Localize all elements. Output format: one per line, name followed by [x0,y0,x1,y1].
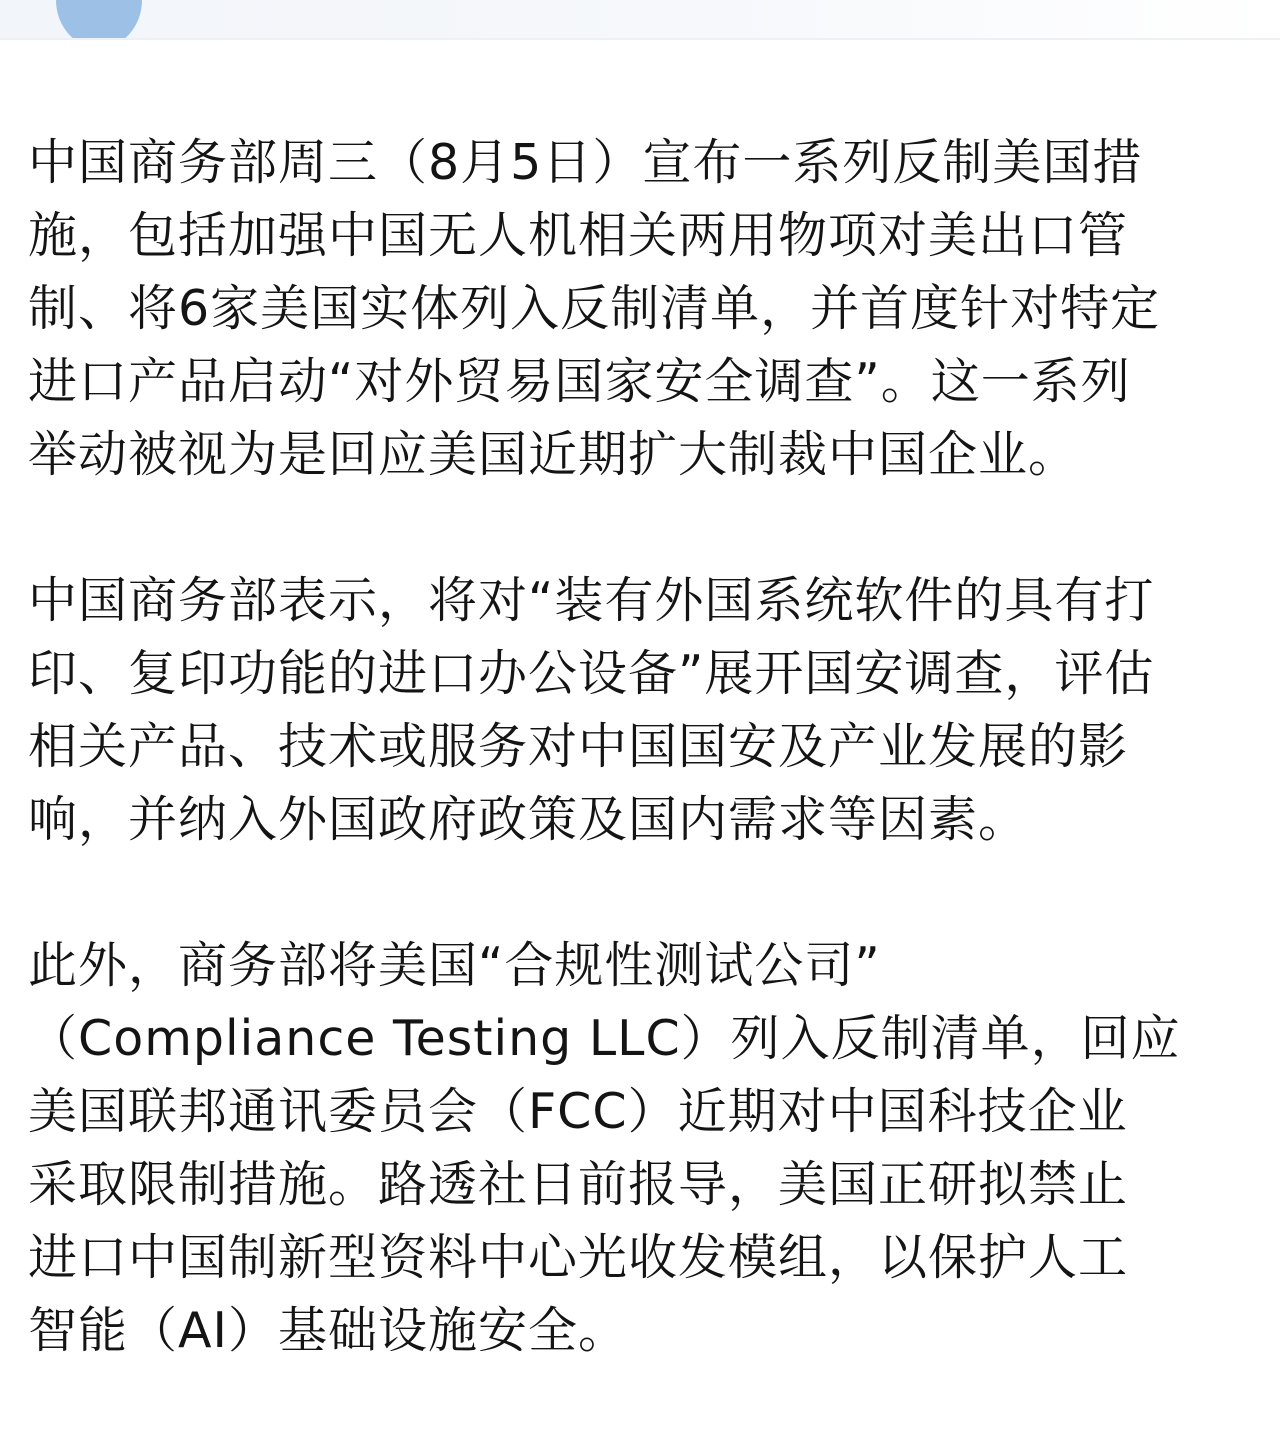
post-body [28,126,1256,1367]
post-paragraph-2: 中国商务部表示，将对“装有外国系统软件的具有打 印、复印功能的进口办公设备”展开国安调查，评估 相关产品、技术或服务对中国国安及产业发展的影 响，并纳入外国政府政策及国内需求等因素。 [28,572,1155,848]
post-paragraph-1: 中国商务部周三（8月5日）宣布一系列反制美国措 施，包括加强中国无人机相关两用物项对美出口管 制、将6家美国实体列入反制清单，并首度针对特定 进口产品启动“对外贸易国家安全调查”。这一系列 举动被视为是回应美国近期扩大制裁中国企业。 [28,134,1161,483]
avatar[interactable] [56,0,142,40]
post-header-strip [0,0,1280,40]
post-paragraph-3: 此外，商务部将美国“合规性测试公司” （Compliance Testing LLC）列入反制清单，回应 美国联邦通讯委员会（FCC）近期对中国科技企业 采取限制措施。路透社日前报导，美国正研拟禁止 进口中国制新型资料中心光收发模组，以保护人工 智能（AI）基础设施安全。 [28,937,1181,1359]
header-divider [0,38,1280,40]
